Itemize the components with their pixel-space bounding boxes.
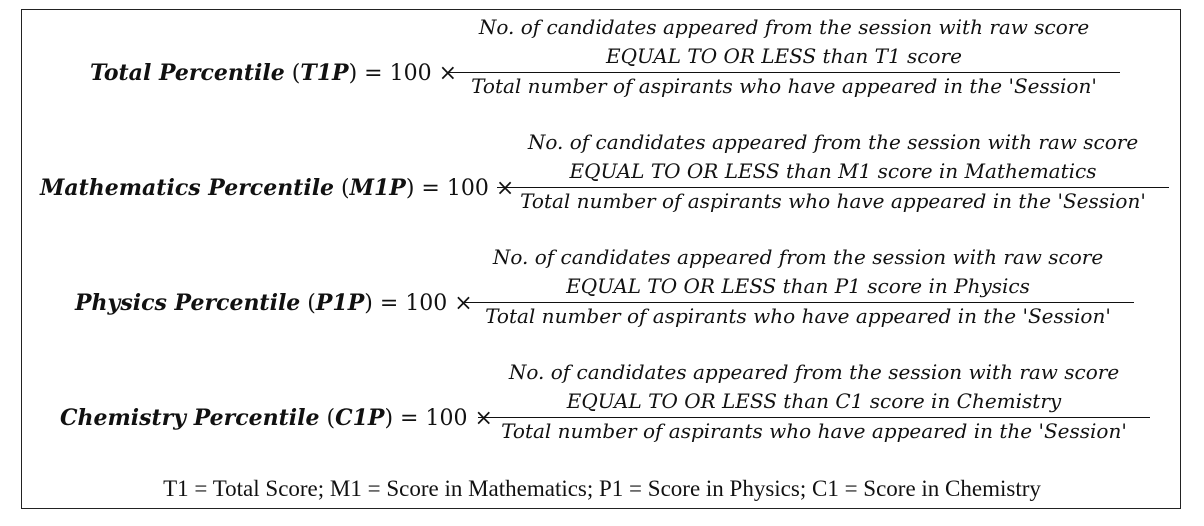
numerator-line-2: EQUAL TO OR LESS than P1 score in Physics [566,274,1030,298]
formula-fraction [448,10,1120,110]
formula-lhs: Total Percentile (T1P) = 100 × [90,60,458,86]
fraction-bar [478,417,1150,418]
numerator-line-2: EQUAL TO OR LESS than T1 score [606,44,962,68]
footnote-definitions: T1 = Total Score; M1 = Score in Mathematics; P1 = Score in Physics; C1 = Score in Chemistry [163,476,1041,501]
fraction-bar [462,302,1134,303]
formula-abbr: C1P [335,405,385,431]
numerator-line-2: EQUAL TO OR LESS than C1 score in Chemistry [566,389,1062,413]
formula-multiplier: 100 [405,291,448,316]
formula-name: Mathematics Percentile [40,175,335,201]
numerator-line-1: No. of candidates appeared from the session with raw score [478,15,1090,39]
numerator-line-1: No. of candidates appeared from the session with raw score [527,130,1139,154]
numerator-line-2: EQUAL TO OR LESS than M1 score in Mathematics [569,159,1097,183]
formula-name: Total Percentile [90,60,285,86]
denominator: Total number of aspirants who have appeared in the 'Session' [520,189,1146,213]
formula-abbr: T1P [300,60,349,86]
formula-fraction [462,240,1134,340]
denominator: Total number of aspirants who have appeared in the 'Session' [501,419,1127,443]
fraction-bar [448,72,1120,73]
formula-lhs: Mathematics Percentile (M1P) = 100 × [40,175,515,201]
numerator-line-1: No. of candidates appeared from the session with raw score [508,360,1120,384]
formula-chemistry-percentile [0,355,1204,455]
formula-fraction [478,355,1150,455]
numerator-line-1: No. of candidates appeared from the session with raw score [492,245,1104,269]
formula-lhs: Chemistry Percentile (C1P) = 100 × [60,405,493,431]
formula-multiplier: 100 [446,176,489,201]
formula-physics-percentile [0,240,1204,340]
formula-name: Chemistry Percentile [60,405,320,431]
formula-fraction [497,125,1169,225]
formula-total-percentile [0,10,1204,110]
denominator: Total number of aspirants who have appeared in the 'Session' [485,304,1111,328]
formula-multiplier: 100 [425,406,468,431]
formula-abbr: M1P [349,175,406,201]
formula-multiplier: 100 [389,61,432,86]
formula-name: Physics Percentile [75,290,301,316]
formula-mathematics-percentile [0,125,1204,225]
formula-abbr: P1P [315,290,365,316]
fraction-bar [497,187,1169,188]
denominator: Total number of aspirants who have appeared in the 'Session' [471,74,1097,98]
formula-lhs: Physics Percentile (P1P) = 100 × [75,290,473,316]
